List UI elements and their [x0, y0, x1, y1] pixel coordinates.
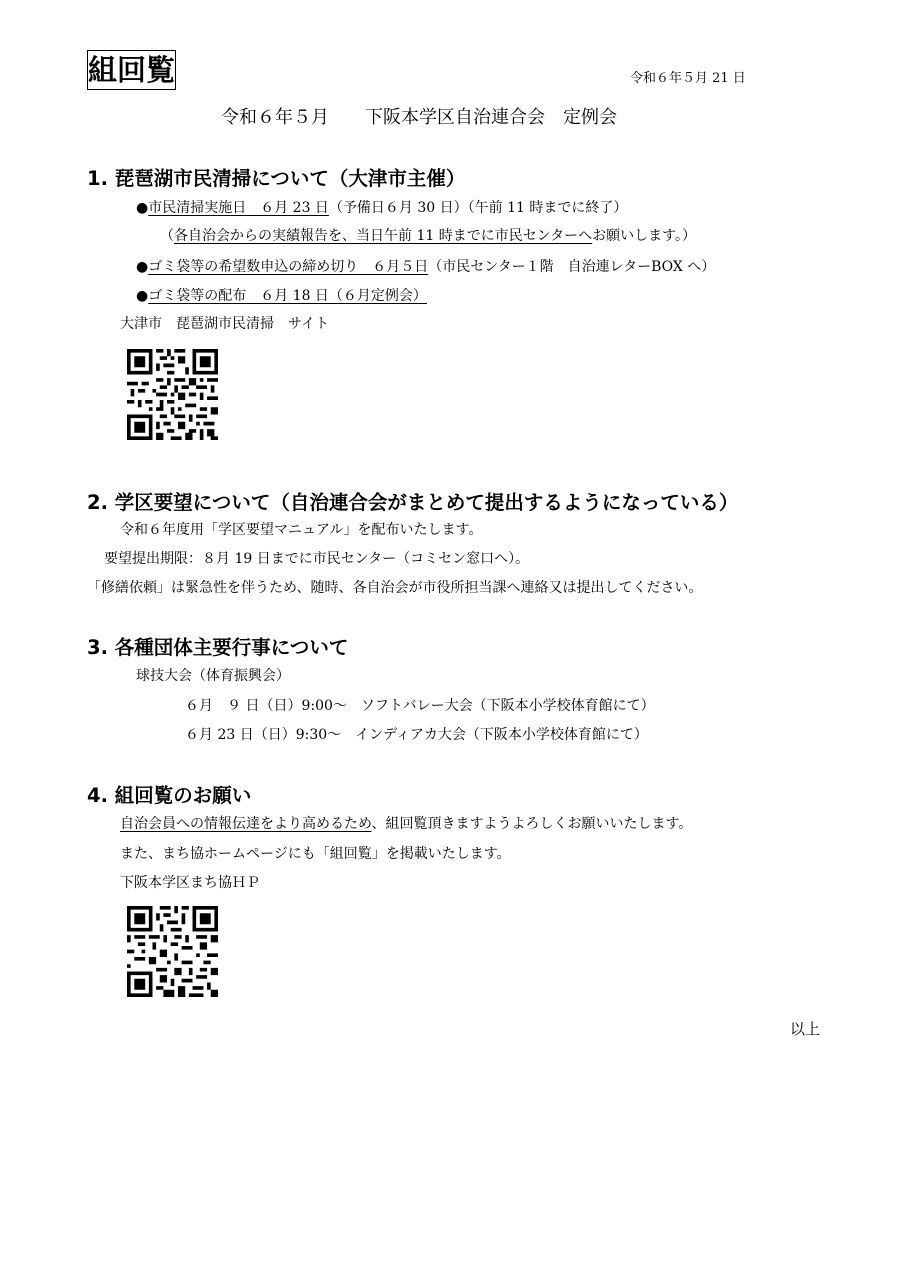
meeting-title: 令和６年５月 下阪本学区自治連合会 定例会	[221, 107, 617, 128]
report-request: 各自治会からの実績報告を、当日午前 11 時までに市民センターへ	[174, 228, 593, 244]
s1-line-3	[136, 256, 715, 276]
event-indiaca: ６月 23 日（日）9:30～ インディアカ大会（下阪本小学校体育館にて）	[185, 727, 648, 743]
closing-remark: 以上	[790, 1020, 821, 1038]
info-purpose: 自治会員への情報伝達をより高めるため	[120, 816, 372, 832]
report-request-rest: お願いします。）	[592, 228, 697, 244]
homepage-label: 下阪本学区まち協ＨＰ	[120, 875, 260, 891]
s2-line-1: 令和６年度用「学区要望マニュアル」を配布いたします。	[120, 522, 483, 538]
bag-distribution: ゴミ袋等の配布 ６月 18 日（６月定例会）	[148, 288, 427, 304]
s1-line-2	[160, 225, 696, 245]
s1-line-4	[136, 285, 427, 305]
info-purpose-rest: 、組回覧頂きますようよろしくお願いいたします。	[371, 816, 693, 832]
section-2-heading: 2. 学区要望について（自治連合会がまとめて提出するようになっている）	[87, 491, 739, 514]
section-3-heading: 3. 各種団体主要行事について	[87, 636, 349, 659]
cleanup-site-label: 大津市 琵琶湖市民清掃 サイト	[120, 316, 330, 332]
cleanup-date: 市民清掃実施日 ６月 23 日	[148, 200, 329, 216]
circular-badge: 組回覧	[87, 50, 176, 90]
bullet: ●	[136, 200, 149, 216]
section-4-heading: 4. 組回覧のお願い	[87, 784, 252, 807]
section-1-heading: 1. 琵琶湖市民清掃について（大津市主催）	[87, 167, 466, 190]
s4-line-2: また、まち協ホームページにも「組回覧」を掲載いたします。	[120, 846, 511, 862]
document-date: 令和６年５月 21 日	[630, 71, 746, 86]
qr-code-cleanup-site[interactable]	[127, 349, 218, 440]
bag-deadline-note: （市民センター１階 自治連レターBOX へ）	[428, 259, 716, 275]
s2-line-3: 「修繕依頼」は緊急性を伴うため、随時、各自治会が市役所担当課へ連絡又は提出してください。	[87, 580, 703, 596]
s3-line-1: 球技大会（体育振興会）	[136, 668, 290, 684]
s4-line-1	[120, 813, 692, 833]
cleanup-date-note: （予備日６月 30 日）（午前 11 時までに終了）	[328, 200, 628, 216]
s2-line-2: 要望提出期限：８月 19 日までに市民センター（コミセン窓口へ）。	[104, 551, 530, 567]
paren-open: （	[160, 228, 174, 244]
bullet: ●	[136, 259, 149, 275]
s1-line-1	[136, 197, 627, 217]
bullet: ●	[136, 288, 149, 304]
qr-code-homepage[interactable]	[127, 906, 218, 997]
event-softvolley: ６月 ９ 日（日）9:00～ ソフトバレー大会（下阪本小学校体育館にて）	[185, 698, 655, 714]
bag-deadline: ゴミ袋等の希望数申込の締め切り ６月５日	[148, 259, 429, 275]
